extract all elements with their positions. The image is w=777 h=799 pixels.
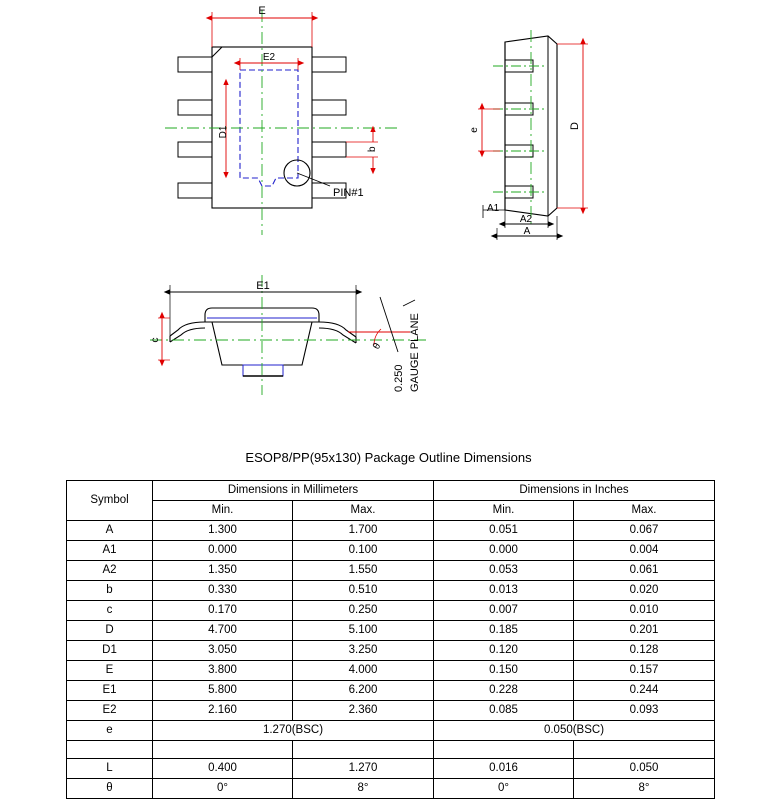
- cell-in-min: 0.120: [434, 641, 574, 661]
- label-D: D: [569, 122, 581, 130]
- cell-mm-min: 0.170: [153, 601, 293, 621]
- header-symbol: Symbol: [67, 481, 153, 521]
- cell-in-max: 0.128: [574, 641, 715, 661]
- cell-mm-max: 4.000: [293, 661, 434, 681]
- cell-mm-max: 2.360: [293, 701, 434, 721]
- table-row: [67, 541, 715, 561]
- header-mm-group: Dimensions in Millimeters: [153, 481, 434, 501]
- label-E: E: [258, 5, 266, 17]
- label-gauge-plane: GAUGE PLANE: [409, 313, 421, 392]
- cell-mm-max: 6.200: [293, 681, 434, 701]
- label-b: b: [367, 146, 378, 152]
- cell-in-max: 8°: [574, 779, 715, 799]
- table-row: [67, 681, 715, 701]
- label-gauge-dim: 0.250: [393, 364, 405, 392]
- table-row: [67, 601, 715, 621]
- cell-symbol: D: [67, 621, 153, 641]
- cell-in-min: 0.016: [434, 759, 574, 779]
- table-row: [67, 661, 715, 681]
- cell-blank: [293, 741, 434, 759]
- cell-blank: [67, 741, 153, 759]
- cell-in-max: 0.067: [574, 521, 715, 541]
- table-row: [67, 561, 715, 581]
- cell-mm-max: 1.270: [293, 759, 434, 779]
- table-title: ESOP8/PP(95x130) Package Outline Dimensions: [245, 450, 532, 465]
- cell-mm-min: 3.050: [153, 641, 293, 661]
- label-A2: A2: [519, 214, 533, 225]
- cell-blank: [434, 741, 574, 759]
- cell-symbol: θ: [67, 779, 153, 799]
- cell-mm-max: 8°: [293, 779, 434, 799]
- header-mm-min: Min.: [153, 501, 293, 521]
- table-row-blank: [67, 741, 715, 759]
- cell-symbol: D1: [67, 641, 153, 661]
- cell-mm-max: 0.100: [293, 541, 434, 561]
- cell-blank: [153, 741, 293, 759]
- cell-in-min: 0.013: [434, 581, 574, 601]
- table-row: [67, 759, 715, 779]
- cell-symbol: L: [67, 759, 153, 779]
- cell-mm-max: 1.700: [293, 521, 434, 541]
- cell-symbol: E2: [67, 701, 153, 721]
- label-A1: A1: [487, 203, 500, 214]
- cell-in-max: 0.004: [574, 541, 715, 561]
- table-row: [67, 701, 715, 721]
- header-in-min: Min.: [434, 501, 574, 521]
- cell-in-min: 0.051: [434, 521, 574, 541]
- cell-mm-max: 0.250: [293, 601, 434, 621]
- header-in-max: Max.: [574, 501, 715, 521]
- table-header-row-groups: [67, 481, 715, 501]
- cell-mm-max: 0.510: [293, 581, 434, 601]
- dimensions-table-wrapper: [66, 480, 714, 799]
- label-D1: D1: [218, 125, 229, 139]
- cell-mm-min: 0°: [153, 779, 293, 799]
- label-E1: E1: [256, 280, 270, 292]
- cell-symbol: b: [67, 581, 153, 601]
- cell-in-max: 0.093: [574, 701, 715, 721]
- table-row: [67, 641, 715, 661]
- cell-in-min: 0°: [434, 779, 574, 799]
- cell-mm-min: 1.300: [153, 521, 293, 541]
- label-theta: θ: [371, 341, 384, 352]
- cell-symbol: E: [67, 661, 153, 681]
- cell-in-min: 0.000: [434, 541, 574, 561]
- table-row-span: [67, 721, 715, 741]
- cell-in-max: 0.244: [574, 681, 715, 701]
- cell-in-max: 0.050: [574, 759, 715, 779]
- cell-in-max: 0.157: [574, 661, 715, 681]
- cell-mm-min: 0.000: [153, 541, 293, 561]
- label-E2: E2: [262, 52, 276, 63]
- table-row: [67, 581, 715, 601]
- cell-in-min: 0.085: [434, 701, 574, 721]
- cell-mm-max: 3.250: [293, 641, 434, 661]
- cell-mm-max: 5.100: [293, 621, 434, 641]
- table-header-row-minmax: [67, 501, 715, 521]
- header-in-group: Dimensions in Inches: [434, 481, 715, 501]
- cell-in-max: 0.201: [574, 621, 715, 641]
- table-row: [67, 779, 715, 799]
- cell-symbol: A2: [67, 561, 153, 581]
- cell-symbol: c: [67, 601, 153, 621]
- cell-mm-min: 5.800: [153, 681, 293, 701]
- table-row: [67, 621, 715, 641]
- cell-in-min: 0.150: [434, 661, 574, 681]
- label-pin1: PIN#1: [333, 187, 364, 199]
- cell-mm-min: 0.400: [153, 759, 293, 779]
- cell-mm-max: 1.550: [293, 561, 434, 581]
- cell-mm-span: 1.270(BSC): [153, 721, 434, 741]
- cell-mm-min: 0.330: [153, 581, 293, 601]
- label-A: A: [523, 226, 531, 237]
- cell-symbol: E1: [67, 681, 153, 701]
- cell-in-min: 0.007: [434, 601, 574, 621]
- table-row: [67, 521, 715, 541]
- cell-in-span: 0.050(BSC): [434, 721, 715, 741]
- dimensions-table: [66, 480, 715, 799]
- cell-symbol: A: [67, 521, 153, 541]
- cell-in-max: 0.061: [574, 561, 715, 581]
- header-mm-max: Max.: [293, 501, 434, 521]
- cell-in-min: 0.053: [434, 561, 574, 581]
- label-e: e: [469, 127, 480, 133]
- cell-mm-min: 1.350: [153, 561, 293, 581]
- cell-symbol: A1: [67, 541, 153, 561]
- cell-symbol: e: [67, 721, 153, 741]
- cell-in-min: 0.228: [434, 681, 574, 701]
- cell-in-max: 0.010: [574, 601, 715, 621]
- cell-in-min: 0.185: [434, 621, 574, 641]
- cell-mm-min: 4.700: [153, 621, 293, 641]
- cell-mm-min: 3.800: [153, 661, 293, 681]
- cell-in-max: 0.020: [574, 581, 715, 601]
- cell-mm-min: 2.160: [153, 701, 293, 721]
- label-c: c: [150, 337, 161, 343]
- cell-blank: [574, 741, 715, 759]
